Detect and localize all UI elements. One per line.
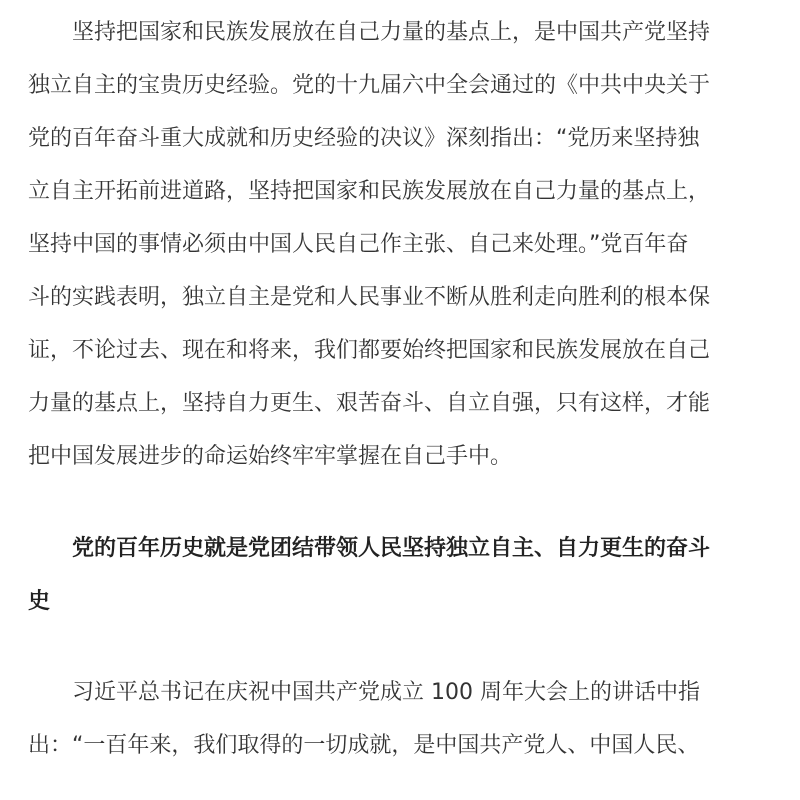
paragraph-1-line-6: 斗的实践表明，独立自主是党和人民事业不断从胜利走向胜利的根本保 — [28, 285, 711, 310]
paragraph-1-line-3: 党的百年奋斗重大成就和历史经验的决议》深刻指出：“党历来坚持独 — [28, 126, 700, 151]
paragraph-1-line-7: 证，不论过去、现在和将来，我们都要始终把国家和民族发展放在自己 — [28, 338, 711, 363]
paragraph-2-line-2: 出：“一百年来，我们取得的一切成就，是中国共产党人、中国人民、 — [28, 733, 700, 758]
paragraph-1-line-5: 坚持中国的事情必须由中国人民自己作主张、自己来处理。”党百年奋 — [28, 232, 689, 257]
section-heading-line-1: 党的百年历史就是党团结带领人民坚持独立自主、自力更生的奋斗 — [28, 536, 711, 561]
paragraph-2-line-1: 习近平总书记在庆祝中国共产党成立 100 周年大会上的讲话中指 — [28, 680, 700, 705]
paragraph-1-line-8: 力量的基点上，坚持自力更生、艰苦奋斗、自立自强，只有这样，才能 — [28, 391, 711, 416]
section-heading-line-2: 史 — [28, 589, 51, 614]
paragraph-1-line-4: 立自主开拓前进道路，坚持把国家和民族发展放在自己力量的基点上， — [28, 179, 711, 204]
paragraph-1-line-9: 把中国发展进步的命运始终牢牢掌握在自己手中。 — [28, 444, 513, 469]
paragraph-1-line-1: 坚持把国家和民族发展放在自己力量的基点上，是中国共产党坚持 — [28, 20, 711, 45]
paragraph-1-line-2: 独立自主的宝贵历史经验。党的十九届六中全会通过的《中共中央关于 — [28, 73, 711, 98]
